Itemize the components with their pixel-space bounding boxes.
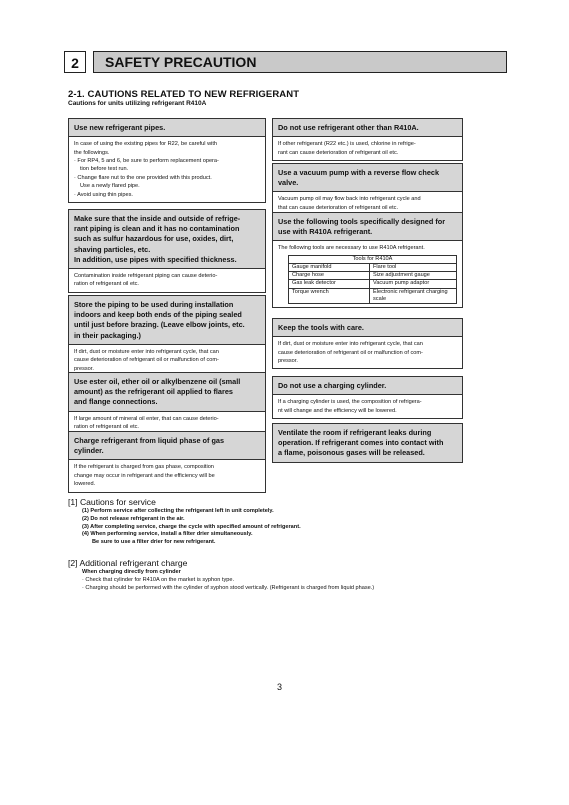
title-line: and flange connections. bbox=[74, 397, 158, 407]
table-cell: Gas leak detector bbox=[289, 280, 370, 288]
caution-title bbox=[69, 373, 265, 412]
body-line: that can cause deterioration of refrigerant oil etc. bbox=[278, 204, 399, 211]
title-line: use with R410A refrigerant. bbox=[278, 227, 373, 237]
caution-body bbox=[273, 241, 462, 307]
caution-title bbox=[69, 432, 265, 460]
title-line: Use a vacuum pump with a reverse flow check bbox=[278, 168, 439, 177]
body-line: Vacuum pump oil may flow back into refrigerant cycle and bbox=[278, 196, 421, 203]
caution-body bbox=[273, 395, 462, 418]
title-line: a flame, poisonous gases will be released. bbox=[278, 448, 425, 458]
body-line: If large amount of mineral oil enter, that can cause deterio- bbox=[74, 415, 219, 422]
body-line: change may occur in refrigerant and the efficiency will be bbox=[74, 472, 215, 479]
section-title: SAFETY PRECAUTION bbox=[93, 51, 507, 73]
tools-table-caption: Tools for R410A bbox=[289, 255, 457, 263]
body-line: lowered. bbox=[74, 481, 96, 488]
caution-title: Do not use a charging cylinder. bbox=[273, 377, 462, 395]
body-line: If other refrigerant (R22 etc.) is used, chlorine in refrige- bbox=[278, 141, 416, 148]
title-line: valve. bbox=[278, 178, 299, 188]
caution-title bbox=[273, 213, 462, 241]
caution-title bbox=[273, 164, 462, 192]
caution-title bbox=[69, 210, 265, 269]
title-line: Store the piping to be used during installation bbox=[74, 300, 234, 309]
body-line: If dirt, dust or moisture enter into refrigerant cycle, that can bbox=[74, 348, 219, 355]
title-line: rant piping is clean and it has no contamination bbox=[74, 224, 240, 234]
caution-body bbox=[69, 460, 265, 491]
caution-body bbox=[69, 137, 265, 202]
caution-box-store-piping bbox=[68, 295, 266, 377]
charge-list bbox=[82, 569, 374, 592]
table-cell: Torque wrench bbox=[289, 288, 370, 303]
table-row bbox=[289, 280, 457, 288]
body-line: pressor. bbox=[74, 365, 94, 372]
table-row bbox=[289, 272, 457, 280]
body-line: Contamination inside refrigerant piping can cause deterio- bbox=[74, 273, 218, 280]
caution-box-oil bbox=[68, 372, 266, 435]
section-number: 2 bbox=[64, 51, 86, 73]
body-line: If a charging cylinder is used, the composition of refrigera- bbox=[278, 399, 422, 406]
table-row bbox=[289, 264, 457, 272]
title-line: Charge refrigerant from liquid phase of gas bbox=[74, 436, 225, 445]
table-cell: Gauge manifold bbox=[289, 264, 370, 272]
list-item: · Charging should be performed with the cylinder of syphon stood vertically. (Refrigerant is charged from liquid phase.) bbox=[82, 584, 375, 591]
caution-box-ventilate bbox=[272, 423, 463, 463]
body-line: tion before test run. bbox=[80, 166, 129, 173]
body-line: pressor. bbox=[278, 358, 298, 365]
title-line: Make sure that the inside and outside of refrige- bbox=[74, 214, 241, 223]
title-line: In addition, use pipes with specified thickness. bbox=[74, 254, 237, 264]
list-item: (1) Perform service after collecting the refrigerant left in unit completely. bbox=[82, 508, 274, 514]
body-line: In case of using the existing pipes for R22, be careful with bbox=[74, 141, 218, 148]
page-number: 3 bbox=[277, 682, 283, 692]
service-list bbox=[82, 508, 301, 547]
caution-box-charging-cylinder bbox=[272, 376, 463, 419]
title-line: operation. If refrigerant comes into contact with bbox=[278, 438, 444, 448]
body-line: · Avoid using thin pipes. bbox=[74, 191, 133, 198]
table-cell: Size adjustment gauge bbox=[370, 272, 457, 280]
table-cell: Flare tool bbox=[370, 264, 457, 272]
list-item: (4) When performing service, install a filter drier simultaneously. bbox=[82, 531, 253, 538]
charge-heading: [2] Additional refrigerant charge bbox=[68, 558, 188, 568]
caution-body bbox=[69, 269, 265, 292]
charge-subheading: When charging directly from cylinder bbox=[82, 569, 181, 575]
title-line: shaving particles, etc. bbox=[74, 244, 151, 254]
caution-body bbox=[273, 137, 462, 160]
list-item: (3) After completing service, charge the cycle with specified amount of refrigerant. bbox=[82, 523, 301, 530]
caution-body bbox=[273, 337, 462, 368]
body-line: cause deterioration of refrigerant oil or malfunction of com- bbox=[278, 349, 423, 356]
caution-title bbox=[273, 424, 462, 462]
body-line: · Change flare nut to the one provided with this product. bbox=[74, 174, 212, 181]
caution-title: Keep the tools with care. bbox=[273, 319, 462, 337]
body-line: nt will change and the efficiency will be lowered. bbox=[278, 407, 397, 414]
body-line: If dirt, dust or moisture enter into refrigerant cycle, that can bbox=[278, 341, 423, 348]
title-line: Use ester oil, ether oil or alkylbenzene oil (small bbox=[74, 377, 241, 386]
tools-table bbox=[288, 255, 457, 304]
caution-box-r410a-only bbox=[272, 118, 463, 161]
body-line: ration of refrigerant oil etc. bbox=[74, 424, 139, 431]
subsection-heading: 2-1. CAUTIONS RELATED TO NEW REFRIGERANT bbox=[68, 89, 300, 100]
title-line: such as sulfur hazardous for use, oxides, dirt, bbox=[74, 234, 234, 244]
caution-title: Use new refrigerant pipes. bbox=[69, 119, 265, 137]
body-line: Use a newly flared pipe. bbox=[80, 183, 140, 190]
title-line: cylinder. bbox=[74, 446, 104, 456]
table-cell: Electronic refrigerant charging scale bbox=[370, 288, 457, 303]
title-line: Use the following tools specifically designed for bbox=[278, 217, 446, 226]
caution-box-tools bbox=[272, 212, 463, 308]
caution-box-clean-piping bbox=[68, 209, 266, 293]
caution-title: Do not use refrigerant other than R410A. bbox=[273, 119, 462, 137]
caution-box-new-pipes bbox=[68, 118, 266, 203]
subsection-subheading: Cautions for units utilizing refrigerant R410A bbox=[68, 100, 207, 107]
title-line: Ventilate the room if refrigerant leaks during bbox=[278, 428, 432, 437]
list-item: (2) Do not release refrigerant in the air. bbox=[82, 515, 185, 522]
title-line: indoors and keep both ends of the piping sealed bbox=[74, 310, 242, 320]
caution-box-keep-tools bbox=[272, 318, 463, 369]
body-line: ration of refrigerant oil etc. bbox=[74, 281, 139, 288]
list-item: Be sure to use a filter drier for new refrigerant. bbox=[92, 539, 216, 546]
title-line: in their packaging.) bbox=[74, 330, 141, 340]
title-line: until just before brazing. (Leave elbow joints, etc. bbox=[74, 320, 245, 330]
table-cell: Vacuum pump adaptor bbox=[370, 280, 457, 288]
caution-box-vacuum-pump bbox=[272, 163, 463, 216]
body-line: rant can cause deterioration of refrigerant oil etc. bbox=[278, 149, 399, 156]
table-cell: Charge hose bbox=[289, 272, 370, 280]
caution-title bbox=[69, 296, 265, 345]
body-line: cause deterioration of refrigerant oil or malfunction of com- bbox=[74, 357, 219, 364]
caution-box-liquid-phase bbox=[68, 431, 266, 493]
list-item: · Check that cylinder for R410A on the market is syphon type. bbox=[82, 576, 235, 583]
service-heading: [1] Cautions for service bbox=[68, 497, 156, 507]
title-line: amount) as the refrigerant oil applied to flares bbox=[74, 387, 233, 397]
body-line: · For RP4, 5 and 6, be sure to perform replacement opera- bbox=[74, 158, 219, 165]
body-line: The following tools are necessary to use R410A refrigerant. bbox=[278, 245, 425, 252]
body-line: the followings. bbox=[74, 149, 110, 156]
body-line: If the refrigerant is charged from gas phase, composition bbox=[74, 464, 214, 471]
table-row bbox=[289, 288, 457, 303]
